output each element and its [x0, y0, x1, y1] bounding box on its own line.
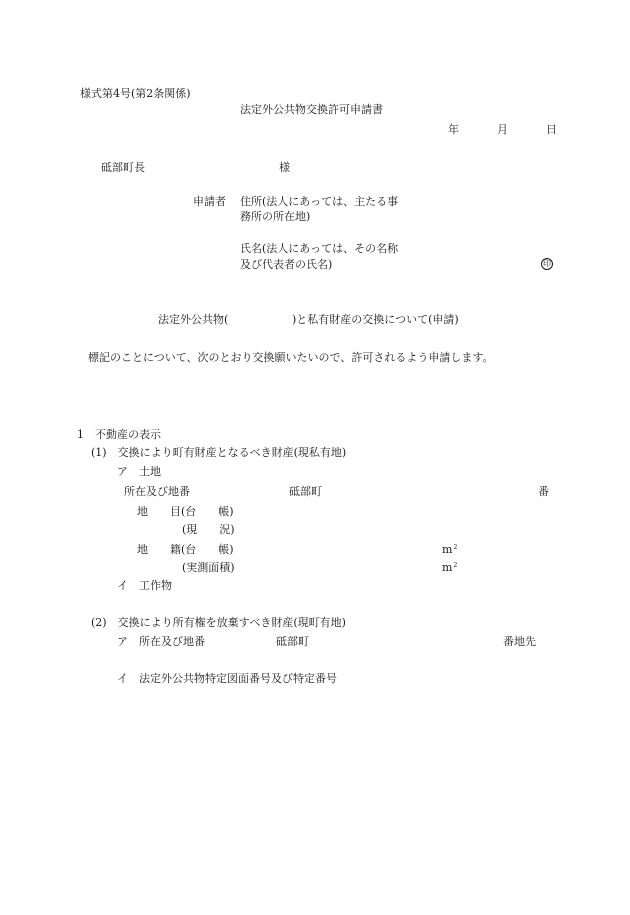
sub1-location-town: 砥部町: [289, 485, 322, 498]
sub1-item-land: ア 土地: [117, 465, 161, 478]
applicant-label: 申請者: [193, 195, 226, 208]
sub1-area-actual: (実測面積): [182, 561, 235, 574]
sub1-item-structure: イ 工作物: [117, 579, 172, 592]
date-month: 月: [497, 123, 508, 136]
date-day: 日: [546, 123, 557, 136]
applicant-address-line1: 住所(法人にあっては、主たる事: [240, 195, 399, 208]
sub1-land-category-ledger: 地 目(台 帳): [137, 505, 234, 518]
sub1-area-ledger-unit: $m^2$: [442, 543, 458, 556]
subject-part1: 法定外公共物(: [158, 313, 229, 326]
section1-heading: 1 不動産の表示: [77, 428, 161, 441]
addressee-name: 砥部町長: [101, 161, 145, 174]
sub1-land-category-actual: (現 況): [182, 523, 235, 536]
form-number: 様式第4号(第2条関係): [80, 87, 191, 100]
addressee-honorific: 様: [279, 161, 290, 174]
body-text: 標記のことについて、次のとおり交換願いたいので、許可されるよう申請します。: [88, 351, 494, 364]
sub1-area-ledger: 地 籍(台 帳): [137, 543, 234, 556]
subject-part2: )と私有財産の交換について(申請): [292, 313, 459, 326]
applicant-address-line2: 務所の所在地): [240, 210, 311, 223]
applicant-name-line2: 及び代表者の氏名): [240, 258, 333, 271]
applicant-name-line1: 氏名(法人にあっては、その名称: [240, 242, 399, 255]
sub1-heading: (1) 交換により町有財産となるべき財産(現私有地): [91, 446, 347, 459]
sub2-location-suffix: 番地先: [503, 635, 536, 648]
sub2-heading: (2) 交換により所有権を放棄すべき財産(現町有地): [91, 616, 346, 629]
document-title: 法定外公共物交換許可申請書: [240, 103, 383, 116]
sub2-location-town: 砥部町: [276, 635, 309, 648]
sub1-location-suffix: 番: [538, 485, 549, 498]
sub1-location-label: 所在及び地番: [124, 485, 190, 498]
sub1-area-actual-unit: $m^2$: [442, 561, 458, 574]
date-year: 年: [448, 123, 459, 136]
sub2-item-drawing-number: イ 法定外公共物特定図面番号及び特定番号: [117, 672, 337, 685]
sub2-item-location-label: ア 所在及び地番: [117, 635, 205, 648]
seal-mark: 印: [543, 259, 551, 268]
